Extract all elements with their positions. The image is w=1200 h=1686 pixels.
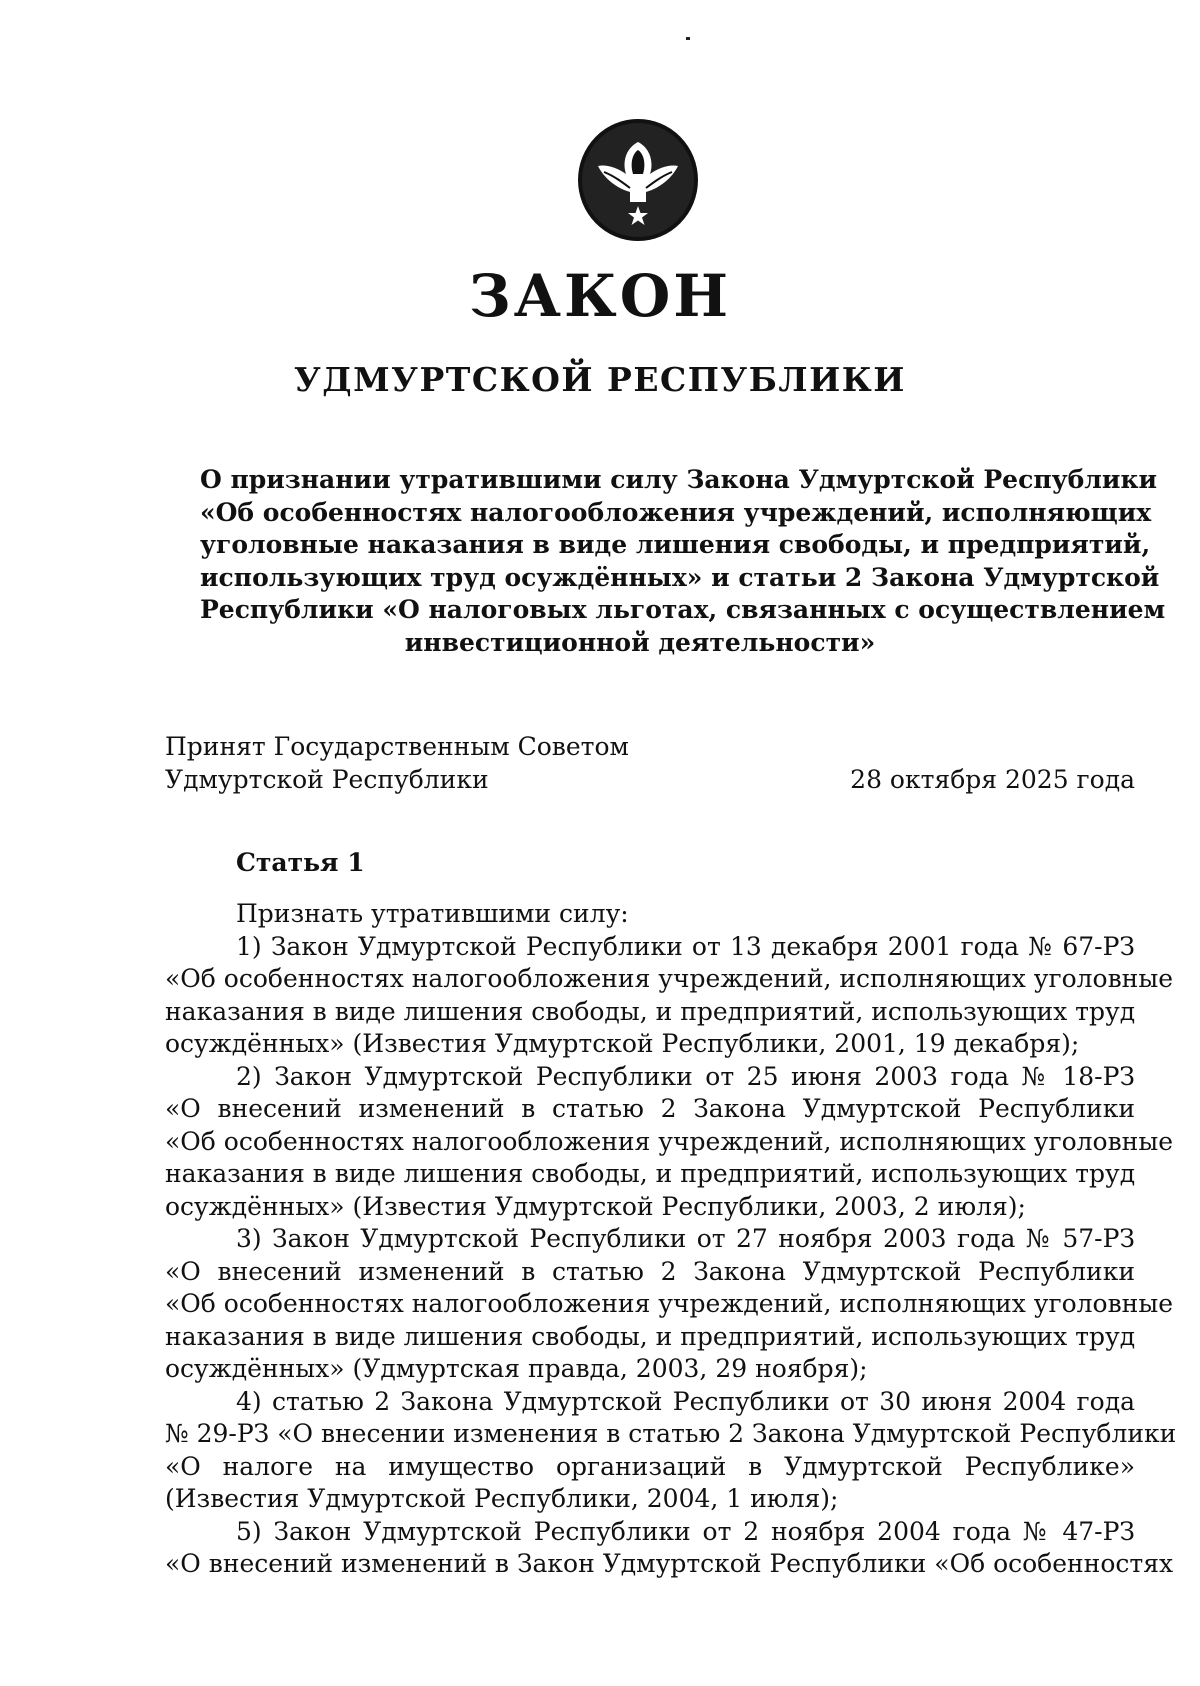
article-text-line: № 29-РЗ «О внесении изменения в статью 2 Закона Удмуртской Республики	[165, 1419, 1177, 1448]
article-text-line: «Об особенностях налогообложения учреждений, исполняющих уголовные	[165, 1126, 1174, 1156]
law-name	[200, 464, 1166, 659]
law-name-line: Республики «О налоговых льготах, связанных с осуществлением	[200, 595, 1166, 624]
law-name-line: О признании утратившими силу Закона Удмуртской Республики	[200, 465, 1158, 494]
article-text-line: «О внесений изменений в статью 2 Закона Удмуртской Республики	[165, 1094, 1135, 1123]
article-text-line: 2) Закон Удмуртской Республики от 25 июня 2003 года № 18-РЗ	[236, 1061, 1135, 1091]
article-text-line: осуждённых» (Удмуртская правда, 2003, 29 ноября);	[165, 1354, 868, 1383]
law-name-line: инвестиционной деятельности»	[404, 627, 876, 657]
article-text-line: 5) Закон Удмуртской Республики от 2 ноября 2004 года № 47-РЗ	[236, 1516, 1135, 1546]
article-text-line: наказания в виде лишения свободы, и предприятий, использующих труд	[165, 1321, 1136, 1351]
article-text-line: 4) статью 2 Закона Удмуртской Республики от 30 июня 2004 года	[236, 1386, 1135, 1416]
article-body	[165, 898, 1177, 1581]
article-text-line: Признать утратившими силу:	[236, 899, 629, 928]
law-name-line: «Об особенностях налогообложения учреждений, исполняющих	[200, 497, 1152, 527]
document-title: ЗАКОН	[468, 262, 732, 330]
article-text-line: осуждённых» (Известия Удмуртской Республики, 2001, 19 декабря);	[165, 1029, 1080, 1058]
article-text-line: 1) Закон Удмуртской Республики от 13 декабря 2001 года № 67-РЗ	[236, 931, 1135, 961]
law-name-line: использующих труд осуждённых» и статьи 2 Закона Удмуртской	[200, 562, 1160, 592]
article-heading: Статья 1	[236, 848, 365, 877]
article-text-line: «Об особенностях налогообложения учреждений, исполняющих уголовные	[165, 1289, 1174, 1318]
article-text-line: осуждённых» (Известия Удмуртской Республики, 2003, 2 июля);	[165, 1191, 1026, 1221]
article-text-line: «О налоге на имущество организаций в Удмуртской Республике»	[165, 1451, 1135, 1481]
article-text-line: наказания в виде лишения свободы, и предприятий, использующих труд	[165, 1159, 1136, 1188]
document-subtitle: УДМУРТСКОЙ РЕСПУБЛИКИ	[294, 360, 906, 399]
adoption-info	[165, 730, 1135, 796]
adopted-by-line: Удмуртской Республики	[165, 765, 489, 794]
article-text-line: «О внесений изменений в Закон Удмуртской Республики «Об особенностях	[165, 1549, 1174, 1578]
udmurt-coat-of-arms-icon	[576, 118, 700, 242]
article-text-line: (Известия Удмуртской Республики, 2004, 1 июля);	[165, 1484, 839, 1513]
article-text-line: «Об особенностях налогообложения учреждений, исполняющих уголовные	[165, 964, 1174, 993]
adoption-date: 28 октября 2025 года	[850, 765, 1135, 794]
scan-speck	[686, 37, 690, 40]
article-text-line: «О внесений изменений в статью 2 Закона Удмуртской Республики	[165, 1256, 1135, 1286]
article-text-line: наказания в виде лишения свободы, и предприятий, использующих труд	[165, 996, 1136, 1026]
law-name-line: уголовные наказания в виде лишения свободы, и предприятий,	[200, 530, 1151, 559]
article-text-line: 3) Закон Удмуртской Республики от 27 ноября 2003 года № 57-РЗ	[236, 1224, 1135, 1253]
adopted-by-line: Принят Государственным Советом	[165, 732, 629, 761]
